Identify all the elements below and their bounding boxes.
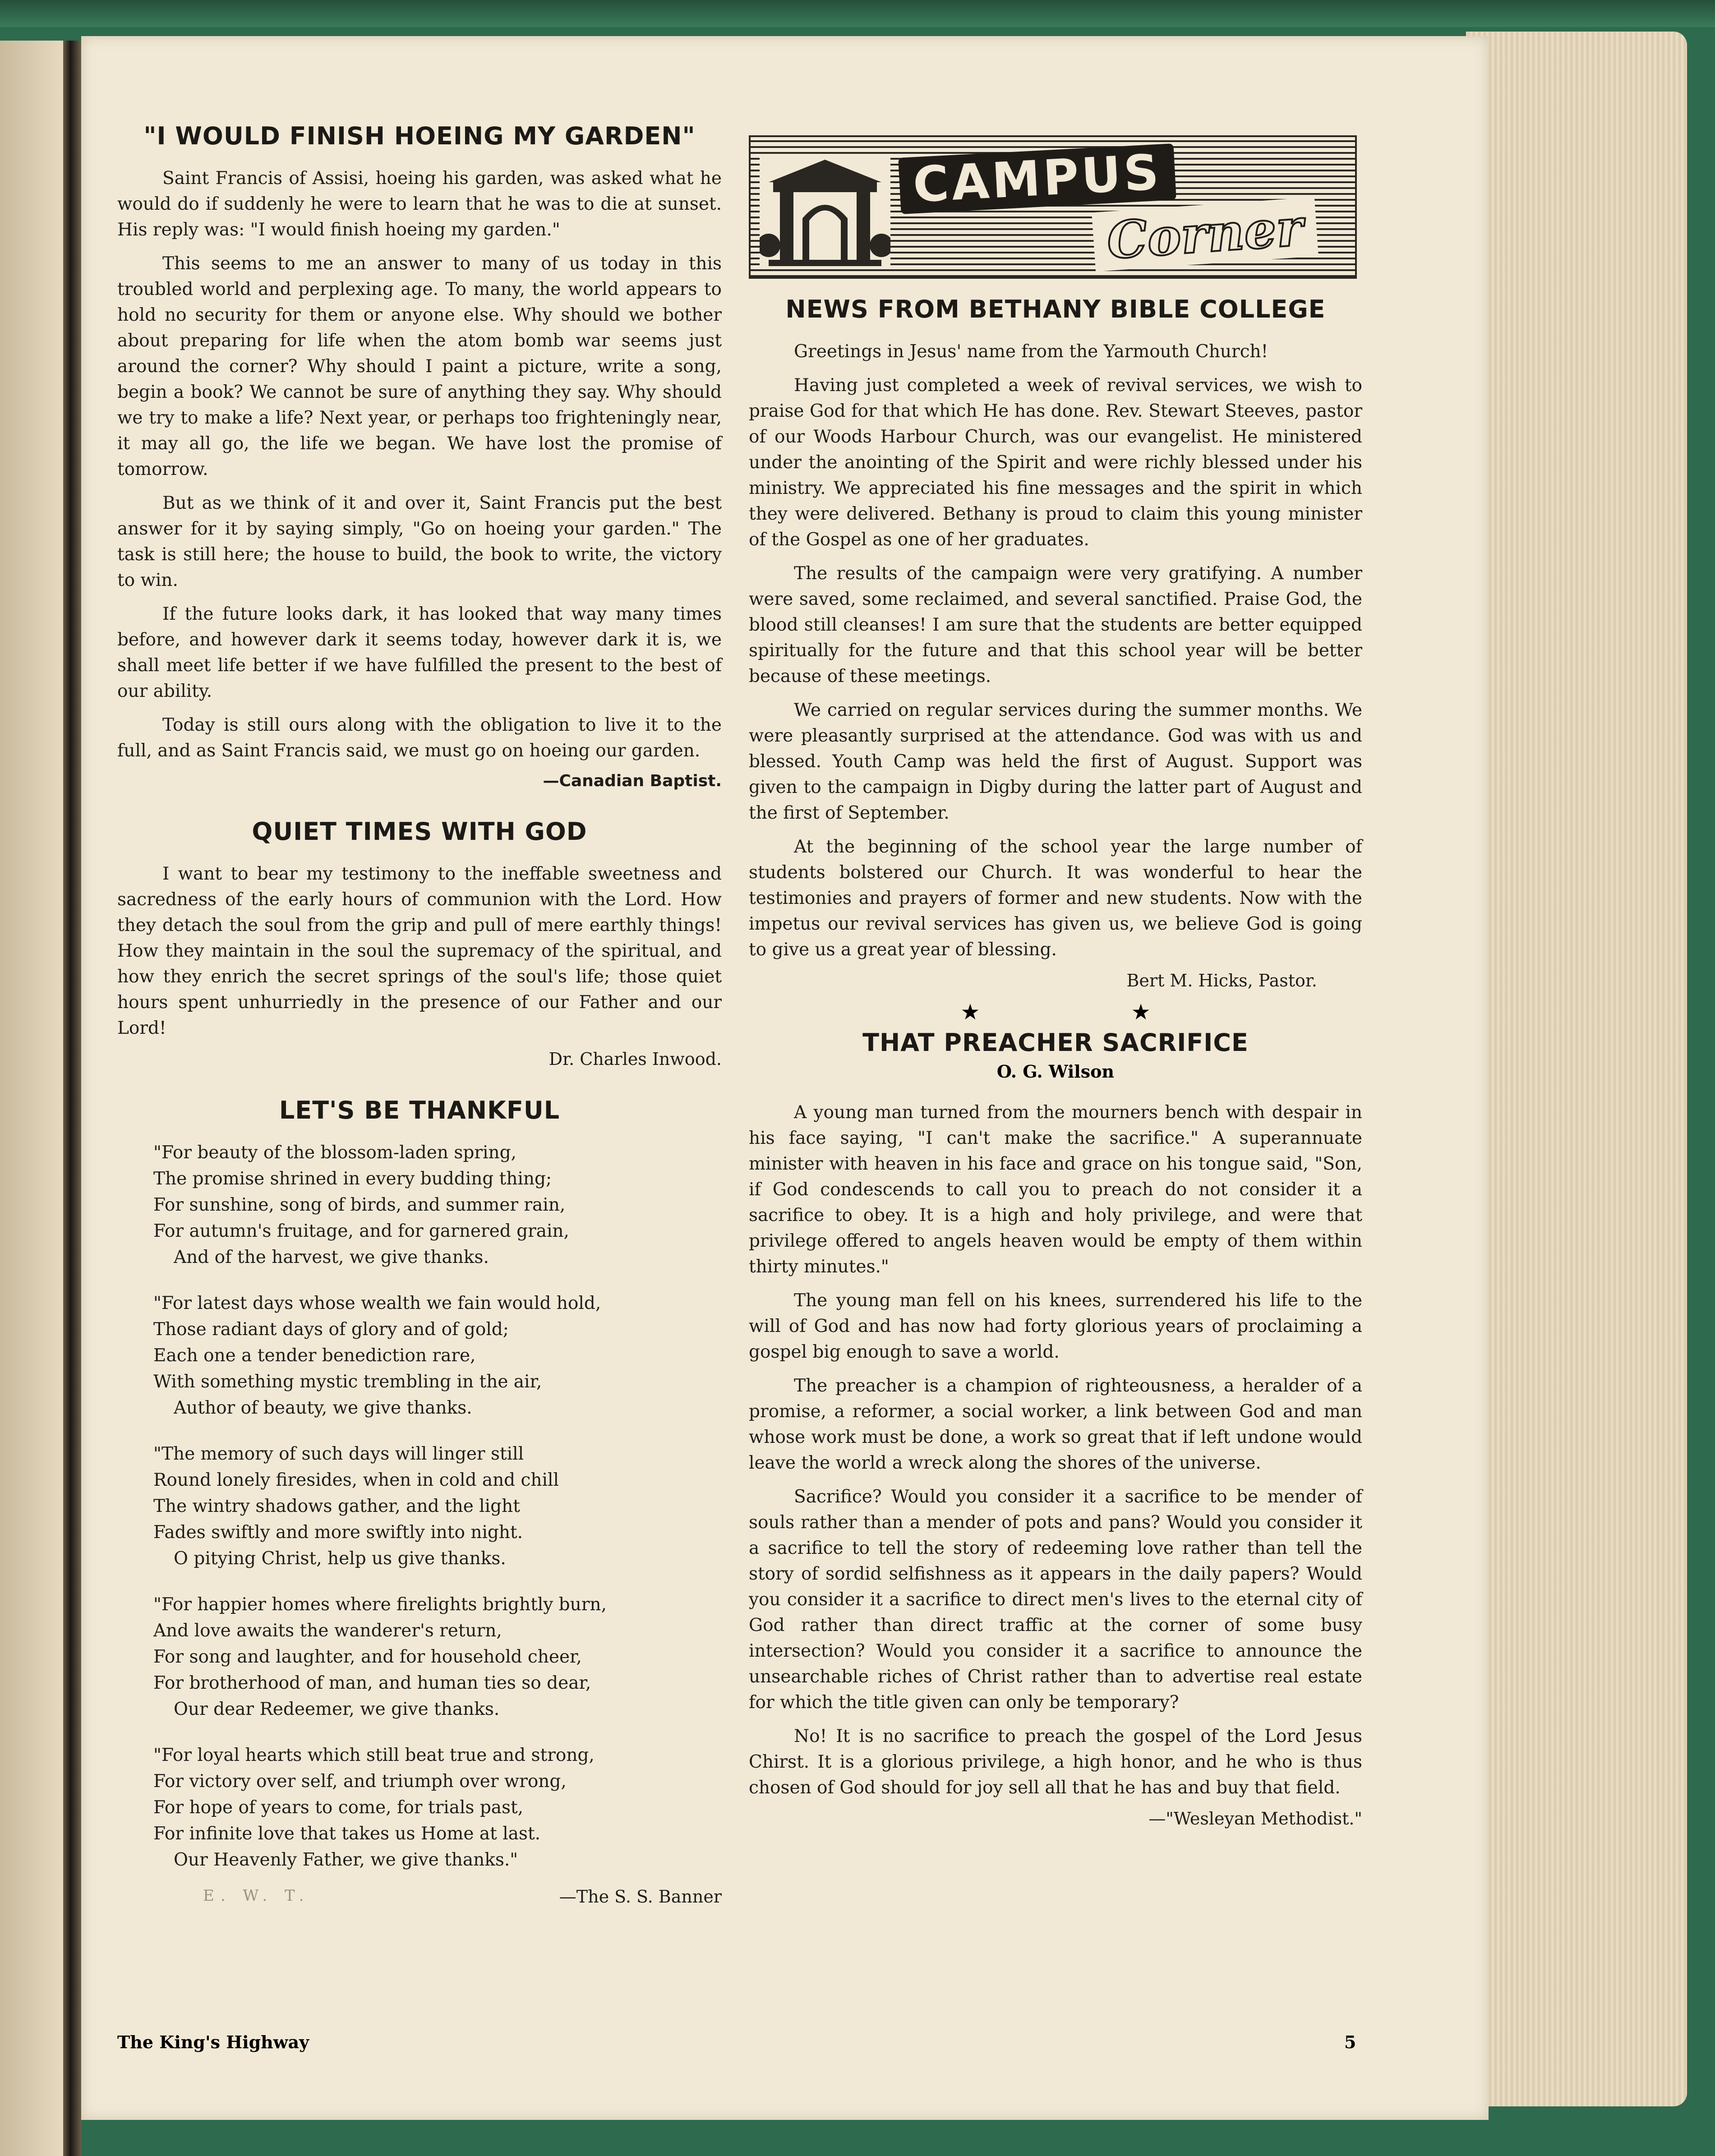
article-paragraph: Saint Francis of Assisi, hoeing his garden, was asked what he would do if suddenly he were to learn that he was to die at sunset. His reply was: "I would finish hoeing my garden." — [117, 168, 722, 240]
poem-line: With something mystic trembling in the air, — [153, 1372, 542, 1392]
article-paragraph: We carried on regular services during the summer months. We were pleasantly surprised at the attendance. God was with us and blessed. Youth Camp was held the first of August. Support was given to the campaign in Digby during the latter part of August and the first of September. — [749, 700, 1362, 823]
article-attribution: —Canadian Baptist. — [543, 772, 722, 790]
poem-line: For brotherhood of man, and human ties so dear, — [153, 1673, 591, 1693]
poem-line: Our dear Redeemer, we give thanks. — [174, 1699, 500, 1719]
poem-line: "For latest days whose wealth we fain would hold, — [153, 1293, 601, 1313]
article-paragraph: This seems to me an answer to many of us today in this troubled world and perplexing age. To many, the world appears to hold no security for them or anyone else. Why should we bother about preparing for life when the atom bomb war seems just around the corner? Why should I paint a picture, write a song, begin a book? We cannot be sure of anything they say. Why should we try to make a life? Next year, or perhaps too frighteningly near, it may all go, the life we began. We have lost the promise of tomorrow. — [117, 253, 722, 479]
article-title: QUIET TIMES WITH GOD — [252, 817, 587, 846]
section-divider-stars: ★ ★ — [960, 1000, 1151, 1025]
book-gutter — [63, 41, 81, 2156]
article-paragraph: If the future looks dark, it has looked that way many times before, and however dark it seems today, however dark it is, we shall meet life better if we have fulfilled the present to the best of our ability. — [117, 604, 722, 701]
banner-word-corner: Corner — [1092, 197, 1318, 272]
left-column — [117, 122, 722, 1914]
poem-footer — [117, 1887, 722, 1914]
article-paragraph: The preacher is a champion of righteousness, a heralder of a promise, a reformer, a social worker, a link between God and man whose work must be done, a work so great that if left undone would leave the world a wreck along the shores of the universe. — [749, 1376, 1362, 1473]
poem-line: Author of beauty, we give thanks. — [174, 1398, 472, 1418]
poem-stanza — [153, 1140, 722, 1271]
article-paragraph: The results of the campaign were very gratifying. A number were saved, some reclaimed, and several sanctified. Praise God, the blood still cleanses! I am sure that the students are better equipped spiritually for the future and that this school year will be better because of these meetings. — [749, 563, 1362, 686]
article-finish-hoeing — [117, 122, 722, 790]
poem-line: For infinite love that takes us Home at last. — [153, 1824, 541, 1844]
poem-stanza — [153, 1290, 722, 1421]
poem-stanza — [153, 1441, 722, 1572]
page-number: 5 — [1344, 2032, 1356, 2052]
author-initials: E. W. T. — [203, 1887, 310, 1905]
article-attribution: Dr. Charles Inwood. — [549, 1049, 722, 1069]
magazine-page — [81, 36, 1489, 2120]
article-paragraph: No! It is no sacrifice to preach the gospel of the Lord Jesus Chirst. It is a glorious privilege, a high honor, and he who is thus chosen of God should for joy sell all that he has and buy that field. — [749, 1726, 1362, 1798]
article-title: "I WOULD FINISH HOEING MY GARDEN" — [143, 122, 696, 150]
article-lets-be-thankful — [117, 1096, 722, 1914]
article-preacher-sacrifice — [749, 1028, 1362, 1829]
article-title: THAT PREACHER SACRIFICE — [862, 1028, 1249, 1057]
poem-line: Each one a tender benediction rare, — [153, 1345, 476, 1366]
poem-line: "For loyal hearts which still beat true and strong, — [153, 1745, 595, 1765]
poem-line: Our Heavenly Father, we give thanks." — [174, 1850, 518, 1870]
poem-line: And love awaits the wanderer's return, — [153, 1621, 502, 1641]
article-paragraph: Greetings in Jesus' name from the Yarmouth Church! — [794, 341, 1268, 362]
page-stack-edges — [1466, 32, 1687, 2106]
poem-line: For autumn's fruitage, and for garnered grain, — [153, 1221, 569, 1241]
poem-line: For sunshine, song of birds, and summer rain, — [153, 1195, 566, 1215]
article-paragraph: The young man fell on his knees, surrendered his life to the will of God and has now had forty glorious years of proclaiming a gospel big enough to save a world. — [749, 1290, 1362, 1362]
poem — [153, 1140, 722, 1873]
article-attribution: Bert M. Hicks, Pastor. — [1126, 971, 1317, 990]
poem-line: For victory over self, and triumph over wrong, — [153, 1771, 567, 1792]
article-paragraph: A young man turned from the mourners bench with despair in his face saying, "I can't make the sacrifice." A superannuate minister with heaven in his face and grace on his tongue said, "Son, if God condescends to call you to preach do not consider it a sacrifice to obey. It is a high and holy privilege, and were that privilege offered to angels heaven would be empty of them within thirty minutes." — [749, 1102, 1362, 1277]
banner-word-campus: CAMPUS — [898, 143, 1176, 214]
article-paragraph: Having just completed a week of revival services, we wish to praise God for that which He has done. Rev. Stewart Steeves, pastor of our Woods Harbour Church, was our evangelist. He ministered under the anointing of the Spirit and were richly blessed under his ministry. We appreciated his fine messages and the spirit in which they were delivered. Bethany is proud to claim this young minister of the Gospel as one of her graduates. — [749, 375, 1362, 550]
article-bethany-news — [749, 295, 1362, 1025]
poem-line: For hope of years to come, for trials past, — [153, 1797, 524, 1818]
poem-line: The wintry shadows gather, and the light — [153, 1496, 520, 1516]
campus-corner-banner — [749, 135, 1357, 279]
poem-line: And of the harvest, we give thanks. — [174, 1247, 489, 1267]
poem-line: "For beauty of the blossom-laden spring, — [153, 1142, 516, 1163]
poem-line: "The memory of such days will linger still — [153, 1444, 524, 1464]
poem-line: Round lonely firesides, when in cold and chill — [153, 1470, 559, 1490]
article-title: LET'S BE THANKFUL — [279, 1096, 560, 1124]
poem-line: O pitying Christ, help us give thanks. — [174, 1548, 506, 1569]
article-byline: O. G. Wilson — [996, 1061, 1115, 1082]
building-arch-icon — [760, 155, 890, 268]
poem-line: Fades swiftly and more swiftly into night. — [153, 1522, 523, 1543]
poem-stanza — [153, 1592, 722, 1723]
magazine-name-footer: The King's Highway — [117, 2032, 309, 2052]
article-paragraph: Today is still ours along with the obligation to live it to the full, and as Saint Francis said, we must go on hoeing our garden. — [117, 715, 722, 761]
poem-line: Those radiant days of glory and of gold; — [153, 1319, 509, 1340]
poem-line: The promise shrined in every budding thing; — [153, 1169, 552, 1189]
article-title: NEWS FROM BETHANY BIBLE COLLEGE — [785, 295, 1326, 323]
article-quiet-times — [117, 817, 722, 1069]
poem-stanza — [153, 1742, 722, 1873]
article-paragraph: But as we think of it and over it, Saint Francis put the best answer for it by saying simply, "Go on hoeing your garden." The task is still here; the house to build, the book to write, the victory to win. — [117, 493, 722, 590]
article-paragraph: I want to bear my testimony to the ineffable sweetness and sacredness of the early hours of communion with the Lord. How they detach the soul from the grip and pull of mere earthly things! How they maintain in the soul the supremacy of the spiritual, and how they enrich the secret springs of the soul's life; those quiet hours spent unhurriedly in the presence of our Father and our Lord! — [117, 864, 722, 1038]
poem-line: "For happier homes where firelights brightly burn, — [153, 1594, 607, 1615]
article-paragraph: At the beginning of the school year the large number of students bolstered our Church. It was wonderful to hear the testimonies and prayers of former and new students. Now with the impetus our revival services has given us, we believe God is going to give us a great year of blessing. — [749, 837, 1362, 960]
poem-line: For song and laughter, and for household cheer, — [153, 1647, 582, 1667]
facing-page-edge — [0, 41, 68, 2156]
right-column — [749, 135, 1362, 1856]
article-paragraph: Sacrifice? Would you consider it a sacrifice to be mender of souls rather than a mender of pots and pans? Would you consider it a sacrifice to tell the story of redeeming love rather than tell the story of sordid selfishness as it appears in the daily papers? Would you consider it a sacrifice to direct men's lives to the eternal city of God rather than direct traffic at the corner of some busy intersection? Would you consider it a sacrifice to announce the unsearchable riches of Christ rather than to advertise real estate for which the title given can only be temporary? — [749, 1487, 1362, 1713]
book-cover-edge — [0, 0, 1715, 27]
article-attribution: —The S. S. Banner — [559, 1887, 722, 1907]
article-attribution: —"Wesleyan Methodist." — [1148, 1809, 1362, 1829]
